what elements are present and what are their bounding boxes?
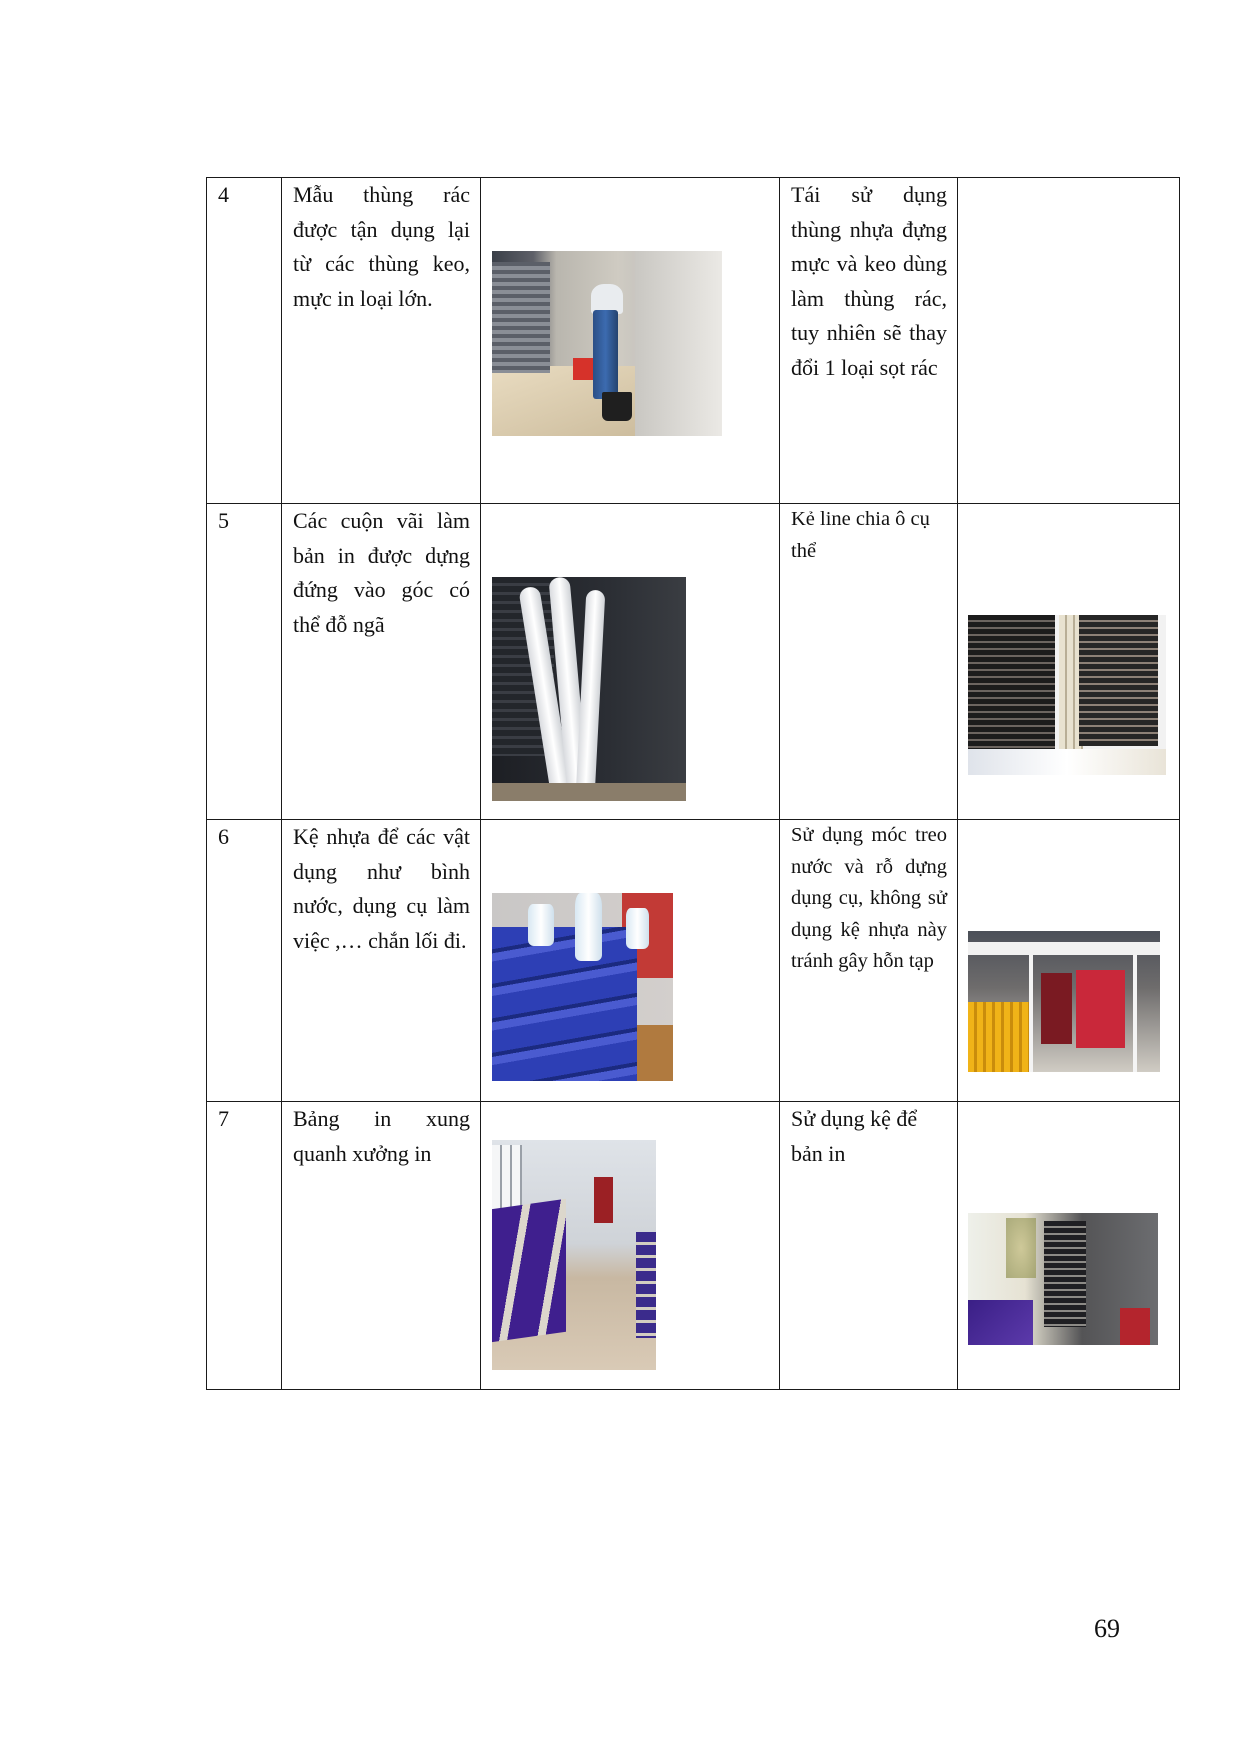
before-photo-cell (481, 178, 780, 504)
row-description: Kệ nhựa để các vật dụng như bình nước, dụng cụ làm việc ,… chắn lối đi. (293, 824, 470, 953)
row-number-cell (207, 504, 282, 820)
after-photo-cell (958, 504, 1180, 820)
row-number: 6 (218, 824, 229, 849)
improvement-table (206, 177, 1180, 1390)
table-row (207, 820, 1180, 1102)
solution-cell (780, 178, 958, 504)
row-number-cell (207, 820, 282, 1102)
solution-cell (780, 1102, 958, 1390)
row-number: 7 (218, 1106, 229, 1131)
after-photo-cell (958, 1102, 1180, 1390)
description-cell (282, 1102, 481, 1390)
description-cell (282, 820, 481, 1102)
row-description: Các cuộn vãi làm bản in được dựng đứng vào góc có thể đỗ ngã (293, 508, 470, 637)
description-cell (282, 178, 481, 504)
solution-cell (780, 820, 958, 1102)
before-photo-cell (481, 504, 780, 820)
row-solution: Sử dụng móc treo nước và rỗ dựng dụng cụ, không sử dụng kệ nhựa này tránh gây hỗn tạp (791, 824, 947, 972)
after-photo-cell (958, 820, 1180, 1102)
plastic-shelf-photo (492, 893, 673, 1081)
description-cell (282, 504, 481, 820)
row-solution: Tái sử dụng thùng nhựa đựng mực và keo dùng làm thùng rác, tuy nhiên sẽ thay đổi 1 loại sọt rác (791, 182, 947, 380)
solution-cell (780, 504, 958, 820)
page-number: 69 (1094, 1614, 1120, 1643)
row-number-cell (207, 1102, 282, 1390)
row-number-cell (207, 178, 282, 504)
row-number: 4 (218, 182, 229, 207)
rack-with-baskets-photo (968, 931, 1160, 1072)
print-screens-around-workshop-photo (492, 1140, 656, 1370)
table-row (207, 504, 1180, 820)
row-description: Bảng in xung quanh xưởng in (293, 1106, 470, 1166)
row-solution: Kẻ line chia ô cụ thể (791, 508, 930, 562)
after-photo-cell (958, 178, 1180, 504)
row-solution: Sử dụng kệ để bản in (791, 1106, 918, 1166)
before-photo-cell (481, 820, 780, 1102)
table-row (207, 1102, 1180, 1390)
screen-storage-rack-photo (968, 1213, 1158, 1345)
row-number: 5 (218, 508, 229, 533)
screen-racks-photo (968, 615, 1166, 775)
fabric-rolls-photo (492, 577, 686, 801)
before-photo-cell (481, 1102, 780, 1390)
trash-bin-corner-photo (492, 251, 722, 436)
table-row (207, 178, 1180, 504)
row-description: Mẫu thùng rác được tận dụng lại từ các thùng keo, mực in loại lớn. (293, 182, 470, 311)
